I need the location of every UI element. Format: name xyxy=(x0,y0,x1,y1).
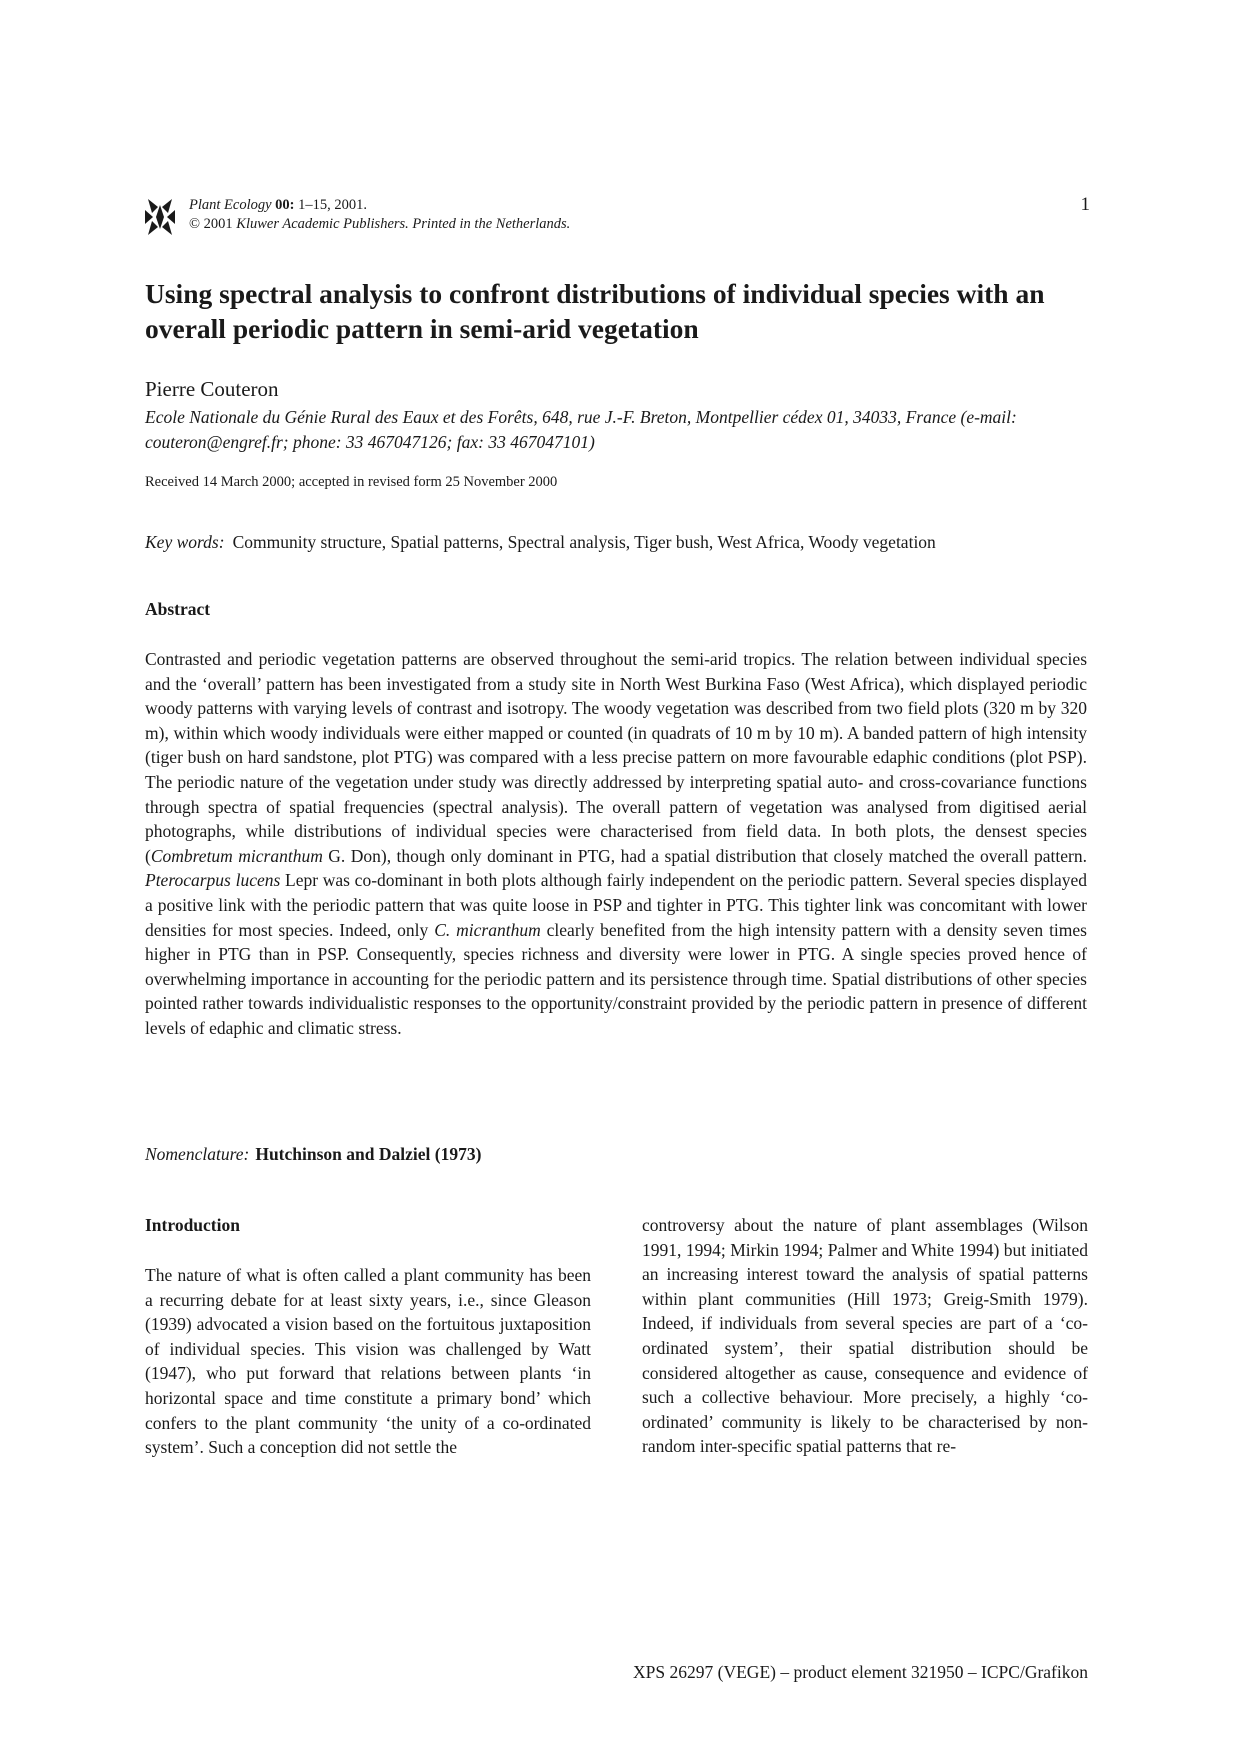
paper-title: Using spectral analysis to confront distributions of individual species with an overall periodic pattern in semi-arid vegetation xyxy=(145,278,1045,344)
abstract-heading: Abstract xyxy=(145,599,211,619)
journal-citation xyxy=(189,196,367,215)
species-name: C. micranthum xyxy=(434,919,541,940)
nomenclature xyxy=(145,1142,481,1166)
nomenclature-label: Nomenclature: xyxy=(145,1144,250,1164)
species-name: Pterocarpus lucens xyxy=(145,870,281,891)
author-name: Pierre Couteron xyxy=(145,377,279,401)
introduction-heading: Introduction xyxy=(145,1215,240,1235)
journal-pages-year: 1–15, 2001. xyxy=(294,197,368,213)
publisher-logo-icon xyxy=(145,196,175,238)
introduction-text-right: controversy about the nature of plant assemblages (Wilson 1991, 1994; Mirkin 1994; Palmer and White 1994) but initiated an increasing interest toward the analysis of spatial patterns within plant communities (Hill 1973; Greig-Smith 1979). Indeed, if individuals from several species are part of a ‘co-ordinated system’, their spatial distribution should be considered altogether as cause, consequence and evidence of such a collective behaviour. More precisely, a highly ‘co-ordinated’ community is likely to be characterised by non-random inter-specific spatial patterns that re- xyxy=(642,1215,1088,1457)
keywords-value: Community structure, Spatial patterns, Spectral analysis, Tiger bush, West Africa, Woody vegetation xyxy=(232,532,936,552)
publisher-name: Kluwer Academic Publishers. Printed in the Netherlands. xyxy=(236,216,571,232)
production-footer: XPS 26297 (VEGE) – product element 321950 – ICPC/Grafikon xyxy=(633,1662,1088,1682)
abstract-text: Contrasted and periodic vegetation patterns are observed throughout the semi-arid tropics. The relation between individual species and the ‘overall’ pattern has been investigated from a study site in North West Burkina Faso (West Africa), which displayed periodic woody patterns with varying levels of contrast and isotropy. The woody vegetation was described from two field plots (320 m by 320 m), within which woody individuals were either mapped or counted (in quadrats of 10 m by 10 m). A banded pattern of high intensity (tiger bush on hard sandstone, plot PTG) was compared with a less precise pattern on more favourable edaphic conditions (plot PSP). The periodic nature of the vegetation under study was directly addressed by interpreting spatial auto- and cross-covariance functions through spectra of spatial frequencies (spectral analysis). The overall pattern of vegetation was analysed from digitised aerial photographs, while distributions of individual species were characterised from field data. In both plots, the densest species ( xyxy=(145,649,1087,866)
abstract-text: clearly benefited from the high intensity pattern with a density seven times higher in PTG than in PSP. Consequently, species richness and diversity were lower in PTG. A single species proved hence of overwhelming importance in accounting for the periodic pattern and its persistence through time. Spatial distributions of other species pointed rather towards individualistic responses to the opportunity/constraint provided by the periodic pattern in presence of different levels of edaphic and climatic stress. xyxy=(145,919,1087,1038)
copyright-prefix: © 2001 xyxy=(189,216,237,232)
abstract-body xyxy=(145,647,1087,1041)
journal-volume: 00: xyxy=(275,197,295,213)
author-affiliation: Ecole Nationale du Génie Rural des Eaux et des Forêts, 648, rue J.-F. Breton, Montpellier cédex 01, 34033, France (e-mail: couteron@engref.fr; phone: 33 467047126; fax: 33 467047101) xyxy=(145,407,1017,452)
page-number: 1 xyxy=(1080,194,1090,215)
column-right xyxy=(642,1213,1088,1459)
abstract-text: G. Don), though only dominant in PTG, had a spatial distribution that closely matched the overall pattern. xyxy=(322,845,1087,866)
introduction-text-left: The nature of what is often called a plant community has been a recurring debate for at least sixty years, i.e., since Gleason (1939) advocated a vision based on the fortuitous juxtaposition of individual species. This vision was challenged by Watt (1947), who put forward that relations between plants ‘in horizontal space and time constitute a primary bond’ which confers to the plant community ‘the unity of a co-ordinated system’. Such a conception did not settle the xyxy=(145,1265,591,1458)
journal-name: Plant Ecology xyxy=(189,197,272,213)
column-left xyxy=(145,1213,591,1460)
copyright-line xyxy=(189,215,570,234)
nomenclature-value: Hutchinson and Dalziel (1973) xyxy=(255,1144,482,1164)
species-name: Combretum micranthum xyxy=(150,845,323,866)
keywords xyxy=(145,530,936,554)
received-dates: Received 14 March 2000; accepted in revised form 25 November 2000 xyxy=(145,474,558,490)
keywords-label: Key words: xyxy=(145,532,225,552)
journal-header xyxy=(145,196,1090,240)
abstract-text: Lepr was co-dominant in both plots although fairly independent on the periodic pattern. Several species displayed a positive link with the periodic pattern that was quite loose in PSP and tighter in PTG. This tighter link was concomitant with lower densities for most species. Indeed, only xyxy=(145,870,1087,940)
